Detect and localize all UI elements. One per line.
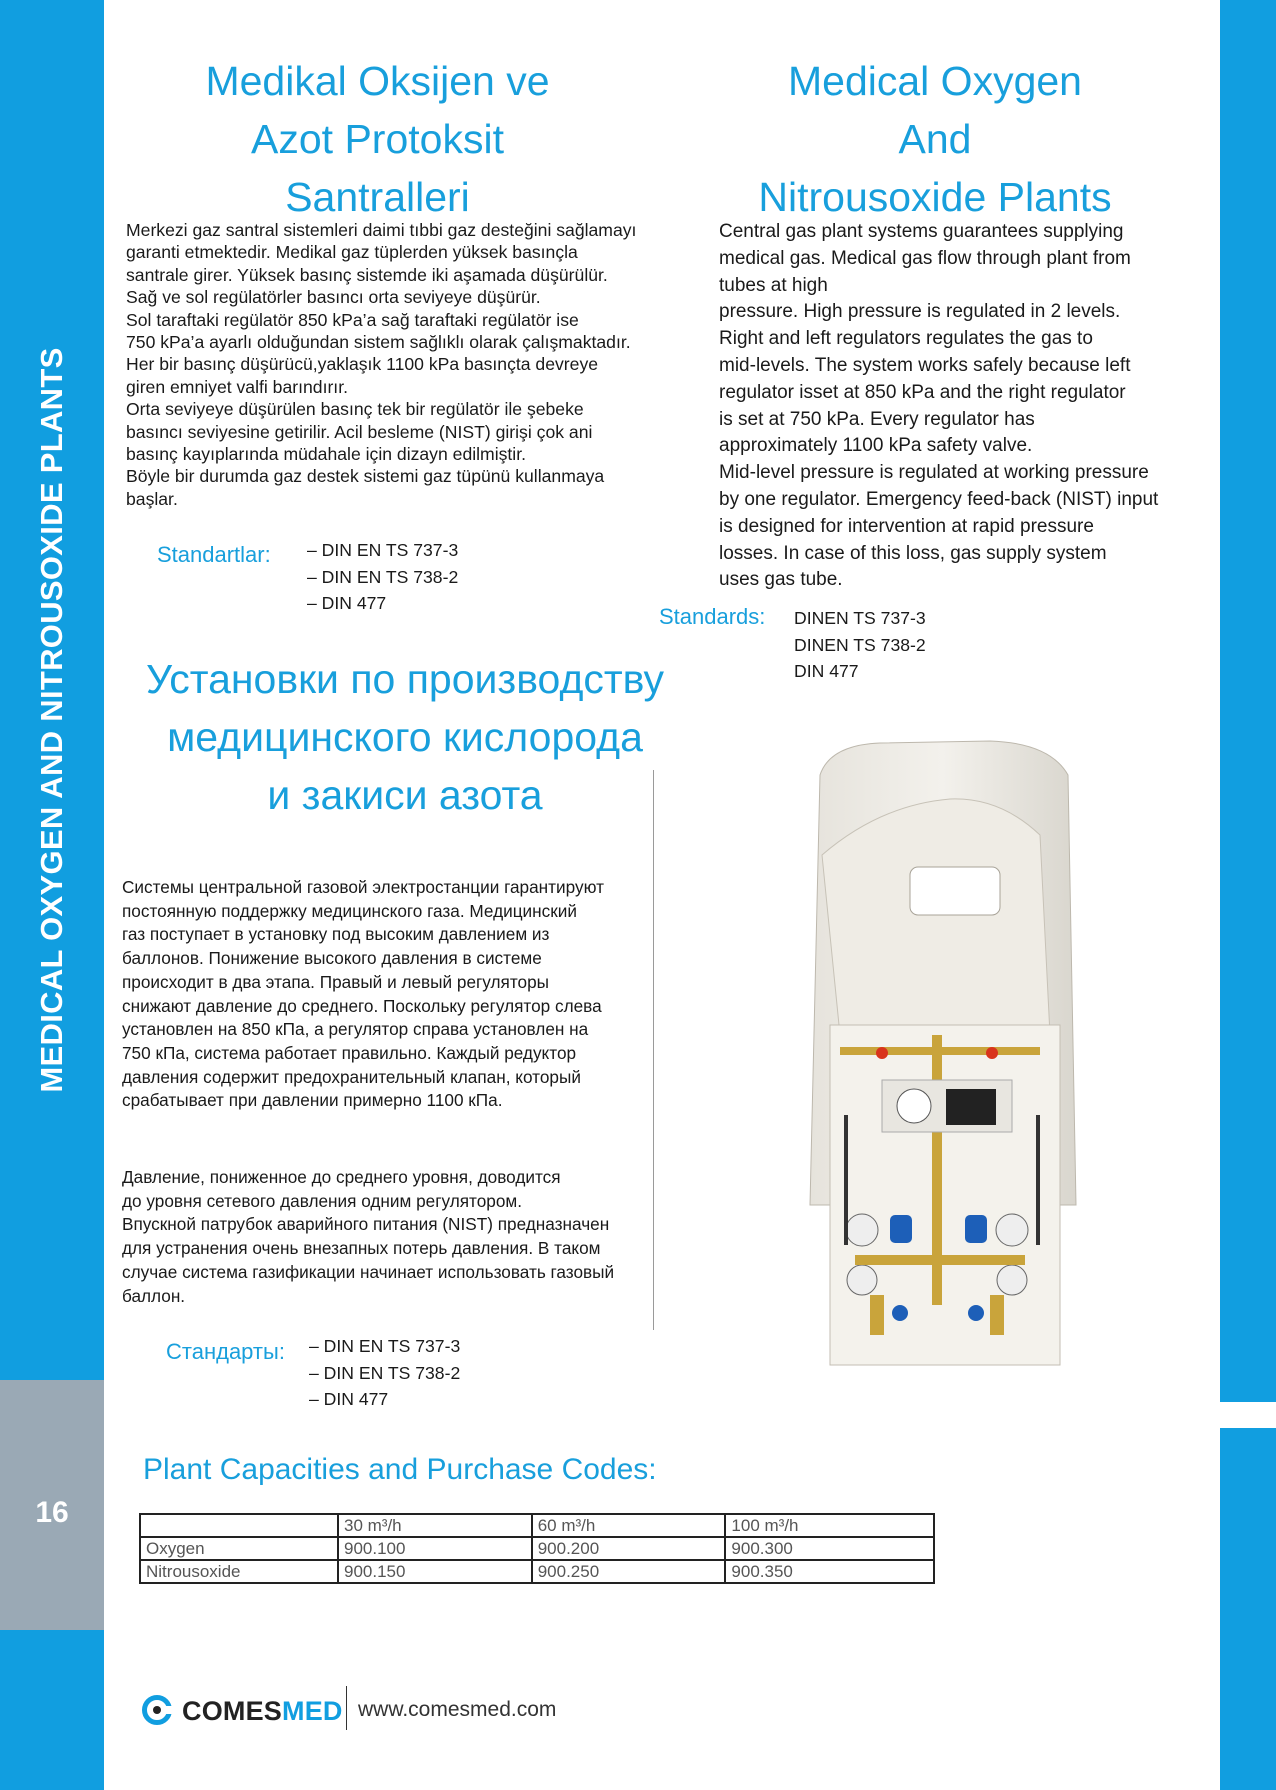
table-header-cell (140, 1514, 338, 1537)
brand-part-2: MED (282, 1696, 343, 1726)
capacities-title: Plant Capacities and Purchase Codes: (143, 1453, 657, 1486)
sidebar-title: MEDICAL OXYGEN AND NITROUSOXIDE PLANTS (34, 347, 69, 1093)
table-cell: 900.350 (725, 1560, 934, 1583)
english-heading: Medical Oxygen And Nitrousoxide Plants (758, 58, 1112, 220)
english-standards-list: DINEN TS 737-3 DINEN TS 738-2 DIN 477 (794, 608, 926, 681)
russian-standards-list: – DIN EN TS 737-3 – DIN EN TS 738-2 – DIN 477 (309, 1336, 461, 1409)
turkish-standards-label: Standartlar: (157, 542, 271, 567)
russian-body-1: Системы центральной газовой электростанции гарантируют постоянную поддержку медицинского газа. Медицинский газ поступает в установку под высоким давлением из баллонов. Понижение высокого давления в системе происходит в два этапа. Правый и левый регуляторы снижают давление до среднего. Поскольку регулятор слева установлен на 850 кПа, а регулятор справа установлен на 750 кПа, система работает правильно. Каждый редуктор давления содержит предохранительный клапан, который срабатывает при давлении примерно 1100 кПа. (122, 877, 604, 1111)
table-cell: Oxygen (140, 1537, 338, 1560)
turkish-heading: Medikal Oksijen ve Azot Protoksit Santralleri (205, 58, 550, 220)
table-header-row (140, 1514, 934, 1537)
russian-standards-label: Стандарты: (166, 1339, 285, 1364)
table-header-cell: 100 m³/h (725, 1514, 934, 1537)
table-header-cell: 60 m³/h (532, 1514, 726, 1537)
footer-separator (346, 1686, 347, 1730)
website-link[interactable]: www.comesmed.com (358, 1698, 557, 1721)
turkish-standards-list: – DIN EN TS 737-3 – DIN EN TS 738-2 – DIN 477 (307, 540, 459, 613)
english-body: Central gas plant systems guarantees supplying medical gas. Medical gas flow through plant from tubes at high pressure. High pressure is regulated in 2 levels. Right and left regulators regulates the gas to mid-levels. The system works safely because left regulator isset at 850 kPa and the right regulator is set at 750 kPa. Every regulator has approximately 1100 kPa safety valve. Mid-level pressure is regulated at working pressure by one regulator. Emergency feed-back (NIST) input is designed for intervention at rapid pressure losses. In case of this loss, gas supply system uses gas tube. (719, 221, 1159, 591)
sidebar-bottom (0, 1630, 104, 1790)
page-number: 16 (35, 1496, 69, 1529)
table-row (140, 1560, 934, 1583)
brand-wordmark (182, 1696, 343, 1727)
table-row (140, 1537, 934, 1560)
column-divider (653, 770, 654, 1330)
table-header-cell: 30 m³/h (338, 1514, 532, 1537)
table-cell: 900.250 (532, 1560, 726, 1583)
right-strip (1220, 0, 1276, 1790)
brand-part-1: COMES (182, 1696, 283, 1726)
table-cell: 900.150 (338, 1560, 532, 1583)
comesmed-logo-icon (141, 1694, 173, 1726)
table-cell: Nitrousoxide (140, 1560, 338, 1583)
capacities-table (139, 1513, 935, 1584)
table-cell: 900.300 (725, 1537, 934, 1560)
gas-plant-product-image (800, 735, 1082, 1403)
russian-body-2: Давление, пониженное до среднего уровня, доводится до уровня сетевого давления одним регулятором. Впускной патрубок аварийного питания (NIST) предназначен для устранения очень внезапных потерь давления. В таком случае система газификации начинает использовать газовый баллон. (122, 1167, 615, 1306)
table-cell: 900.200 (532, 1537, 726, 1560)
english-standards-label: Standards: (659, 604, 766, 629)
right-strip-gap (1220, 1402, 1276, 1428)
table-cell: 900.100 (338, 1537, 532, 1560)
russian-heading: Установки по производству медицинского кислорода и закиси азота (145, 656, 665, 818)
turkish-body: Merkezi gaz santral sistemleri daimi tıbbi gaz desteğini sağlamayı garanti etmektedir. Medikal gaz tüplerden yüksek basınçla santrale girer. Yüksek basınç sistemde iki aşamada düşürülür. Sağ ve sol regülatörler basıncı orta seviyeye düşürür. Sol taraftaki regülatör 850 kPa’a sağ taraftaki regülatör ise 750 kPa’a ayarlı olduğundan sistem sağlıklı olarak çalışmaktadır. Her bir basınç düşürücü,yaklaşık 1100 kPa basınçta devreye giren emniyet valfi barındırır. Orta seviyeye düşürülen basınç tek bir regülatör ile şebeke basıncı seviyesine getirilir. Acil besleme (NIST) girişi çok ani basınç kayıplarında müdahale için dizayn edilmiştir. Böyle bir durumda gaz destek sistemi gaz tüpünü kullanmaya başlar. (126, 220, 637, 509)
